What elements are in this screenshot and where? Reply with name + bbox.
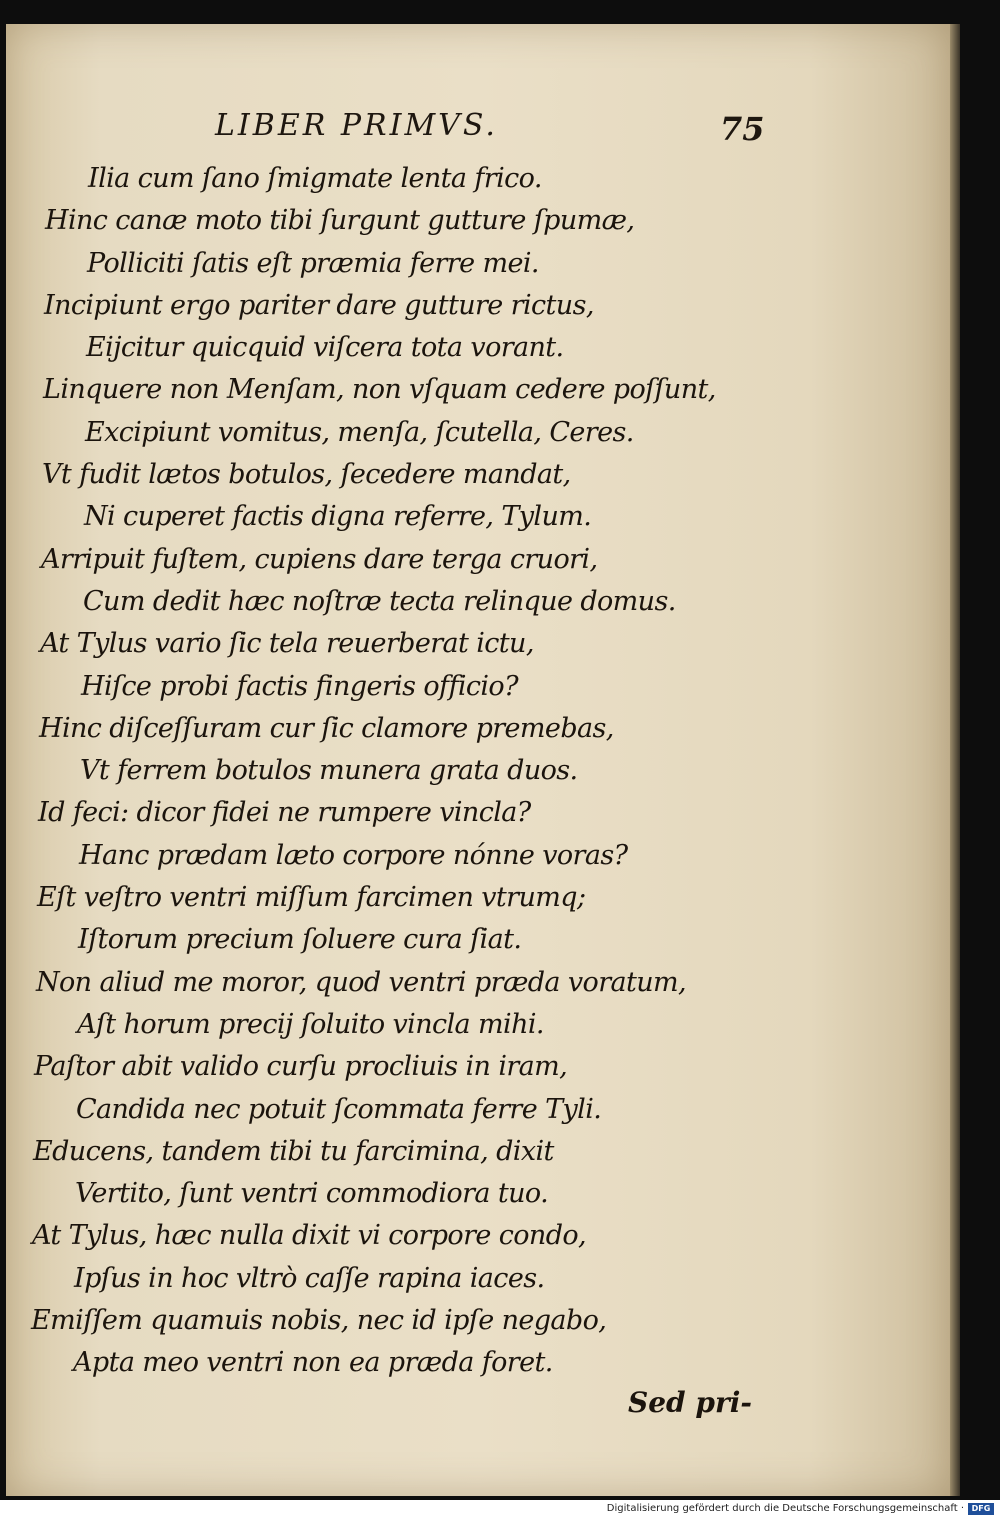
verse-line: Ni cuperet factis digna referre, Tylum.	[84, 501, 592, 533]
verse-line: Polliciti ſatis eſt præmia ferre mei.	[87, 247, 539, 279]
verse-line: Ipſus in hoc vltrò caſſe rapina iaces.	[74, 1262, 545, 1294]
verse-line: Arripuit fuſtem, cupiens dare terga cruori,	[41, 543, 598, 575]
catchword: Sed pri-	[628, 1386, 752, 1419]
verse-line: Candida nec potuit ſcommata ferre Tyli.	[76, 1093, 602, 1125]
verse-line: At Tylus vario ſic tela reuerberat ictu,	[40, 628, 534, 660]
verse-line: Educens, tandem tibi tu farcimina, dixit	[33, 1135, 554, 1167]
verse-line: Ilia cum ſano ſmigmate lenta frico.	[88, 163, 542, 194]
verse-line: Emiſſem quamuis nobis, nec id ipſe negabo,	[31, 1305, 607, 1337]
verse-line: Eſt veſtro ventri miſſum farcimen vtrumq;	[37, 882, 586, 914]
verse-line: At Tylus, hæc nulla dixit vi corpore condo,	[32, 1220, 587, 1252]
verse-line: Iſtorum precium ſoluere cura ſiat.	[78, 924, 522, 956]
running-head: LIBER PRIMVS.	[215, 108, 498, 143]
verse-block	[0, 158, 944, 1385]
footer-bar	[0, 1500, 1000, 1520]
verse-line: Non aliud me moror, quod ventri præda voratum,	[36, 966, 687, 998]
verse-line: Linquere non Menſam, non vſquam cedere poſſunt,	[43, 374, 716, 406]
verse-line: Cum dedit hæc noſtræ tecta relinque domus.	[83, 585, 676, 617]
verse-line: Hinc diſceſſuram cur ſic clamore premebas,	[39, 712, 614, 744]
verse-line: Aſt horum precij ſoluito vincla mihi.	[77, 1008, 544, 1040]
verse-line: Vt ferrem botulos munera grata duos.	[80, 755, 578, 787]
verse-line: Eijcitur quicquid viſcera tota vorant.	[86, 332, 564, 364]
verse-line: Id feci: dicor fidei ne rumpere vincla?	[38, 797, 531, 829]
verse-line: Hanc prædam læto corpore nónne voras?	[79, 839, 628, 871]
footer-credit: Digitalisierung gefördert durch die Deutsche Forschungsgemeinschaft ·	[606, 1503, 964, 1514]
verse-line: Paſtor abit valido curſu procliuis in iram,	[34, 1051, 568, 1083]
verse-line: Hiſce probi factis fingeris officio?	[81, 670, 518, 702]
verse-line: Incipiunt ergo pariter dare gutture rictus,	[44, 289, 594, 321]
verse-line: Hinc canæ moto tibi ſurgunt gutture ſpumæ,	[45, 205, 635, 237]
page-number: 75	[720, 110, 765, 148]
verse-line: Vertito, ſunt ventri commodiora tuo.	[75, 1178, 549, 1210]
verse-line: Apta meo ventri non ea præda foret.	[73, 1347, 553, 1379]
verse-line: Excipiunt vomitus, menſa, ſcutella, Ceres.	[85, 416, 634, 448]
verse-line: Vt fudit lætos botulos, ſecedere mandat,	[42, 459, 571, 491]
dfg-logo: DFG	[968, 1503, 994, 1515]
